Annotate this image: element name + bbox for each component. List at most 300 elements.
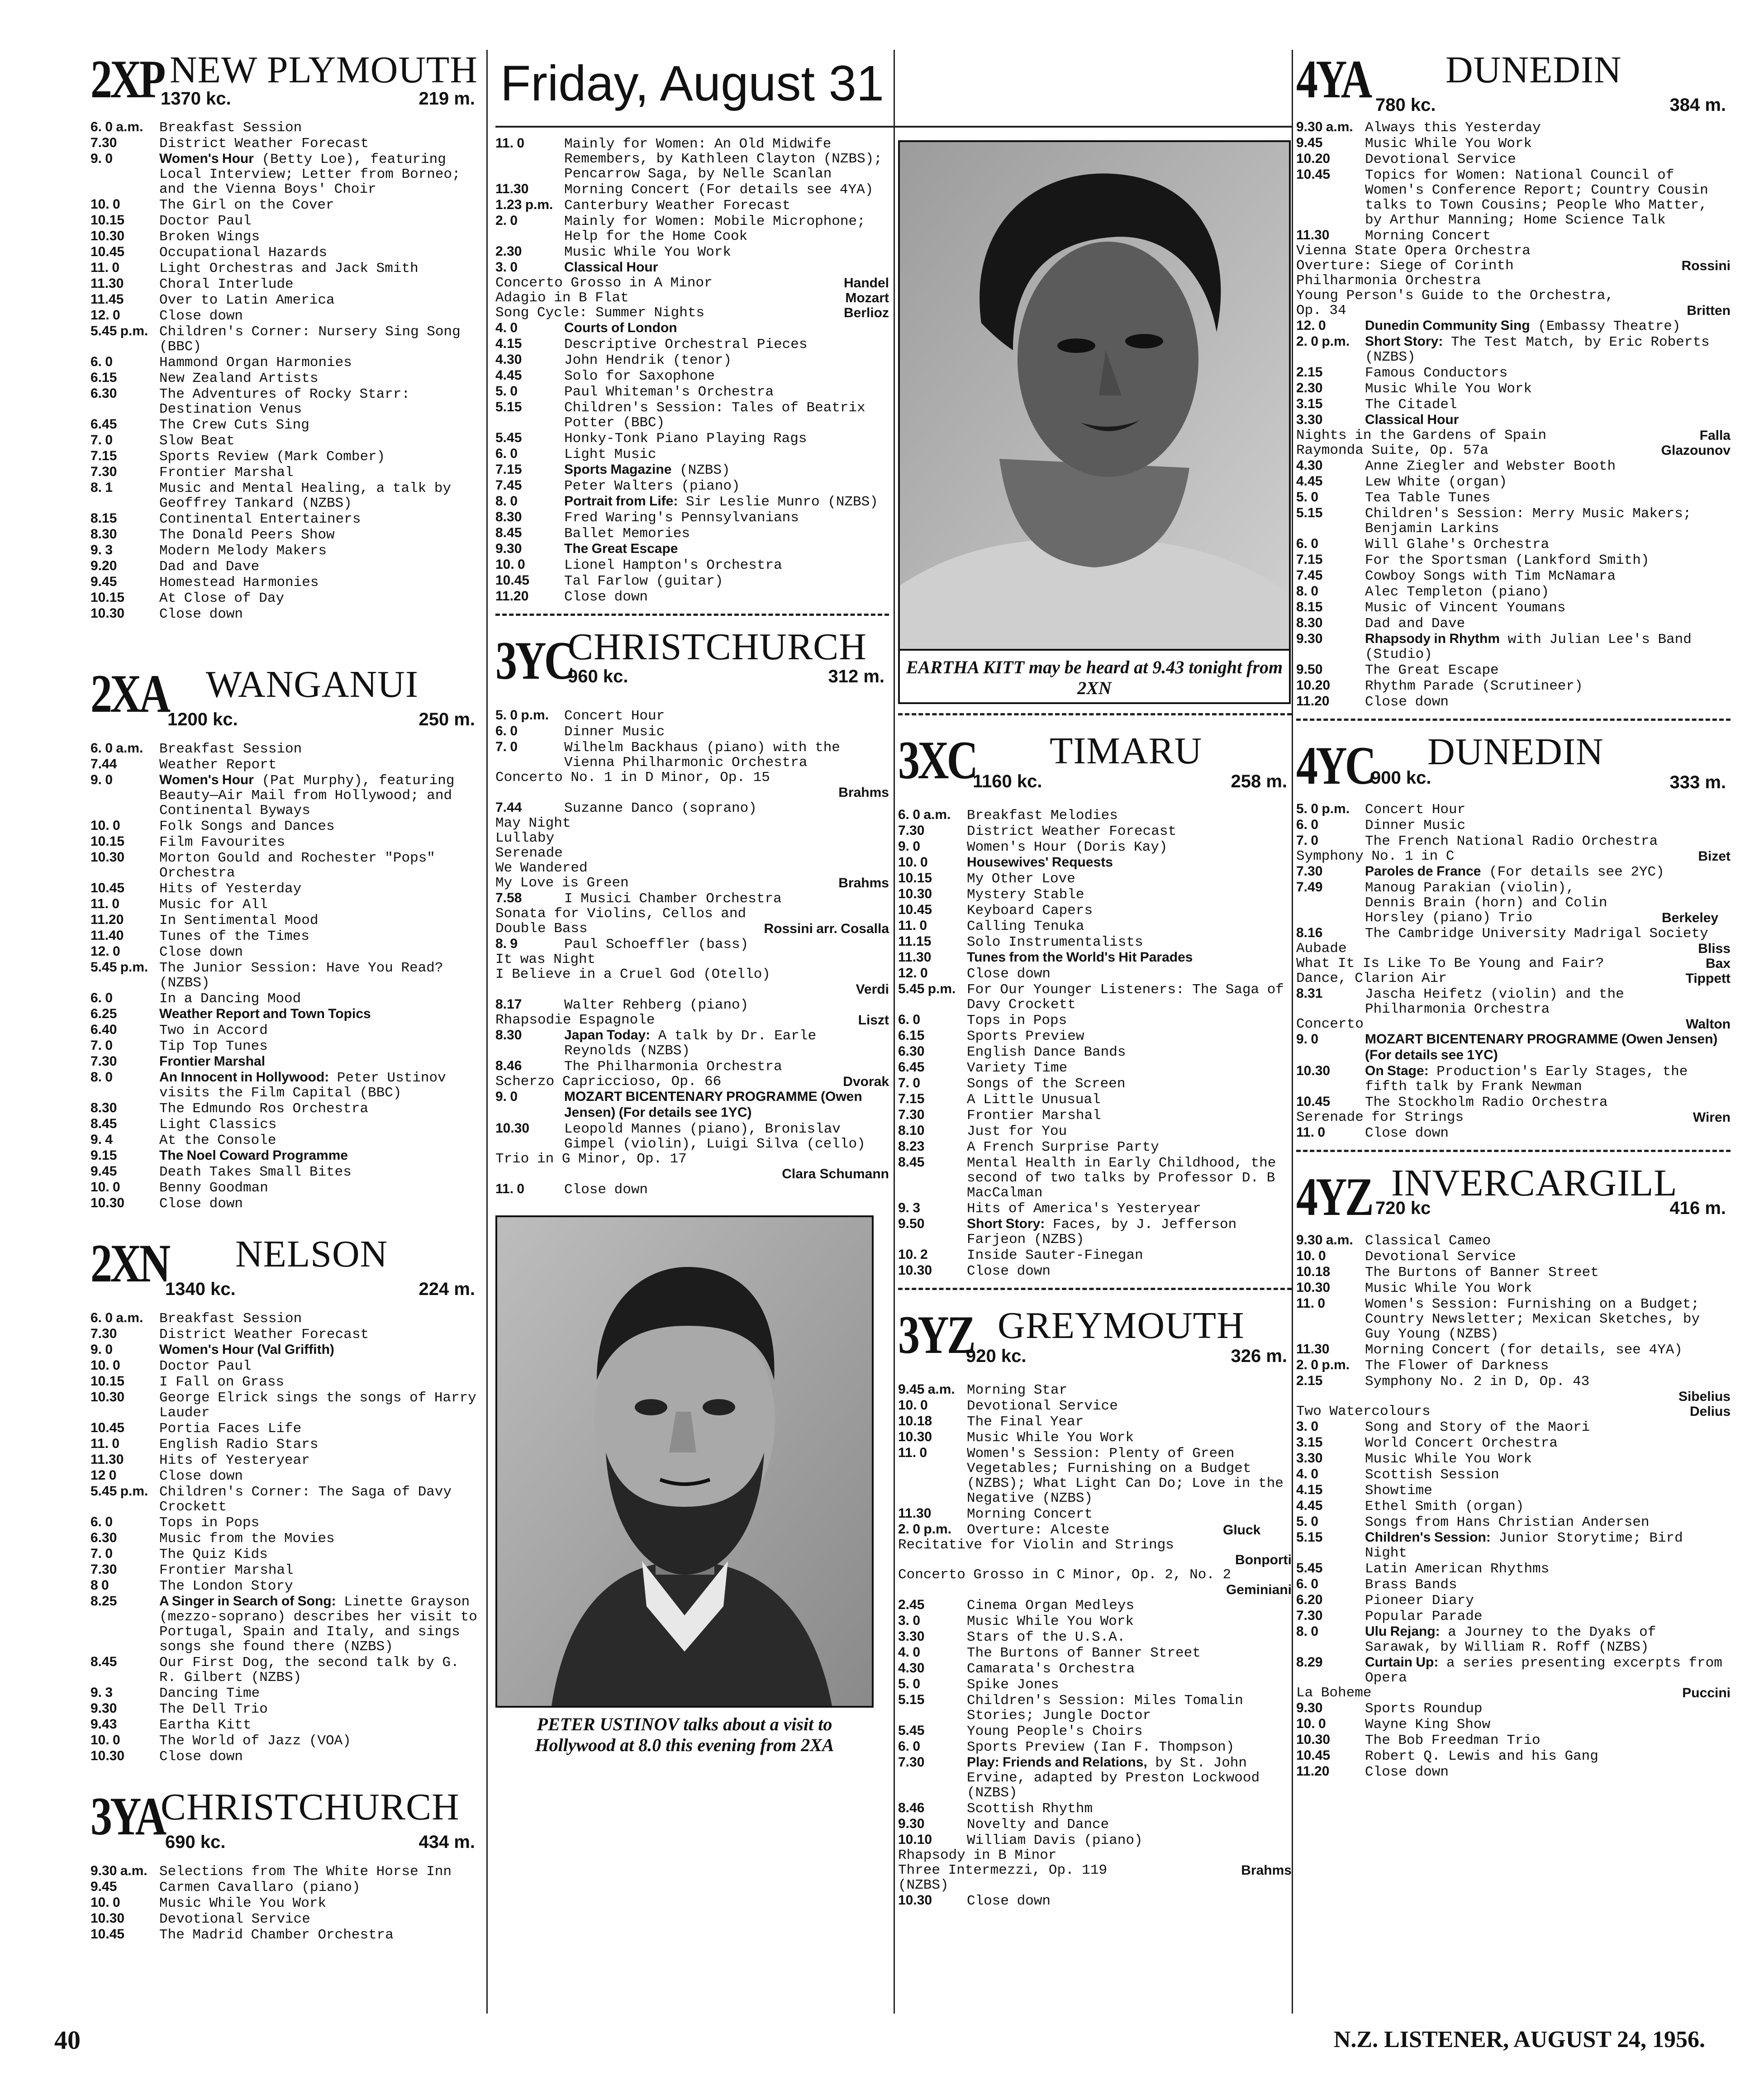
programme-item [1296,1530,1731,1561]
programme-item [90,1530,480,1546]
programme-title: For Our Younger Listeners: The Saga of Davy Crockett [967,982,1284,1013]
programme-time: 2.45 [898,1597,925,1612]
programme-time: 10.30 [90,1748,125,1763]
programme-item [1296,833,1731,849]
programme-time: 5.15 [898,1692,925,1707]
programme-time: 5. 0 p.m. [495,708,549,723]
programme-item [1296,1451,1731,1467]
programme-time: 10.30 [90,229,125,243]
programme-list [1296,801,1731,1141]
programme-time: 10. 0 [898,855,928,870]
programme-item [898,1155,1292,1200]
programme-time: 10. 0 [90,197,120,212]
programme-highlight: MOZART BICENTENARY PROGRAMME (Owen Jensen) (For details see 1YC) [1365,1032,1718,1062]
programme-time: 5. 0 [1296,490,1319,505]
programme-time: 5.45 p.m. [90,1484,148,1499]
programme-item [90,1164,480,1180]
station-call-sign: 4YC [1296,735,1374,795]
station-wavelength: 219 m. [418,89,475,109]
programme-time: 7. 0 [90,1038,113,1053]
programme-time: 8.30 [495,509,522,524]
programme-title: Devotional Service [159,1911,310,1927]
programme-item [495,846,889,861]
programme-item [90,244,480,260]
programme-item [1296,396,1731,412]
programme-title: Occupational Hazards [159,245,328,261]
programme-title: The Citadel [1365,397,1457,413]
programme-item [90,1927,480,1943]
programme-time: 3.30 [898,1629,925,1644]
station-city: NEW PLYMOUTH [170,49,478,91]
programme-item [898,1597,1292,1613]
programme-time: 3.15 [1296,396,1323,411]
programme-work: Concerto Grosso in C Minor, Op. 2, No. 2 [898,1567,1231,1583]
programme-work: Vienna State Opera Orchestra [1296,243,1531,259]
programme-item [90,834,480,850]
programme-item [90,1342,480,1358]
programme-item [90,1546,480,1562]
programme-item [1296,428,1731,443]
programme-item [1296,1125,1731,1141]
programme-title: Mystery Stable [967,887,1084,903]
programme-time: 7.44 [495,800,522,815]
composer-credit: Bonporti [1235,1552,1292,1567]
programme-title: District Weather Forecast [159,1327,369,1343]
programme-item [1296,600,1731,615]
programme-title: The Burtons of Banner Street [1365,1265,1599,1281]
programme-work: Nights in the Gardens of Spain [1296,428,1547,443]
programme-title: Sports Preview (Ian F. Thompson) [967,1739,1235,1755]
programme-item [1296,662,1731,678]
composer-name: Brahms [838,876,889,890]
programme-title: I Musici Chamber Orchestra [564,891,782,907]
programme-item [90,1748,480,1764]
programme-title: The Final Year [967,1414,1084,1430]
programme-time: 6.20 [1296,1592,1323,1607]
programme-time: 10.45 [90,1420,125,1435]
station-frequency: 1340 kc. [165,1279,236,1299]
programme-item [898,1613,1292,1629]
programme-title: John Hendrik (tenor) [564,352,732,368]
programme-item [495,478,889,494]
kitt-caption: EARTHA KITT may be heard at 9.43 tonight from 2XN [900,649,1289,702]
section-divider [495,614,889,616]
programme-time: 6. 0 [495,446,518,461]
programme-item [90,757,480,772]
programme-title: Two in Accord [159,1023,268,1038]
programme-work: Scherzo Capriccioso, Op. 66 [495,1074,722,1090]
station-city: NELSON [235,1233,388,1275]
programme-title: Mental Health in Early Childhood, the second of two talks by Professor D. B MacCalman [967,1155,1276,1201]
composer-name: Rossini arr. Cosalla [764,921,889,936]
programme-work: Two Watercolours [1296,1404,1431,1419]
programme-title: Light Orchestras and Jack Smith [159,261,418,276]
programme-title: George Elrick sings the songs of Harry Lauder [159,1390,476,1421]
programme-time: 11. 0 [90,896,120,911]
programme-title: English Radio Stars [159,1437,319,1452]
programme-title: Close down [564,1182,648,1198]
programme-title: The Girl on the Cover [159,197,334,213]
station-city: CHRISTCHURCH [568,626,867,668]
programme-time: 7.30 [90,1054,117,1069]
programme-list [90,1863,480,1943]
programme-time: 5.45 [1296,1561,1323,1576]
station-header [90,1229,480,1309]
programme-item [495,861,889,876]
composer-name: Brahms [1241,1863,1292,1878]
programme-item [1296,412,1731,428]
programme-highlight: Short Story: [967,1216,1045,1231]
programme-item [1296,1419,1731,1435]
programme-item [495,181,889,197]
programme-item [90,1562,480,1578]
programme-highlight: Japan Today: [564,1028,651,1043]
programme-item [898,1816,1292,1832]
programme-title: Close down [967,1893,1051,1909]
programme-title: The Crew Cuts Sing [159,417,309,433]
programme-item [1296,1110,1731,1125]
programme-item [1296,1608,1731,1624]
programme-highlight: Curtain Up: [1365,1655,1439,1670]
programme-time: 8.15 [1296,600,1323,614]
programme-title: Camarata's Orchestra [967,1661,1135,1677]
programme-time: 6.15 [898,1028,925,1043]
programme-item [898,1676,1292,1692]
programme-list [90,741,480,1211]
kitt-portrait-image [900,142,1289,649]
programme-title: Always this Yesterday [1365,120,1541,136]
composer-name: Falla [1699,428,1731,443]
programme-highlight: A Singer in Search of Song: [159,1594,336,1609]
composer-credit: Brahms [838,785,889,800]
programme-item [90,417,480,433]
programme-time: 10.30 [495,1121,530,1136]
programme-time: 10.45 [1296,1748,1331,1763]
programme-time: 9.20 [90,558,117,573]
programme-item [898,1382,1292,1398]
programme-item [90,1070,480,1100]
programme-time: 9. 0 [90,772,113,787]
programme-time: 10. 0 [90,1358,120,1373]
programme-time: 6. 0 [1296,817,1319,832]
programme-title: Breakfast Session [159,741,302,757]
programme-time: 10.30 [898,1429,932,1444]
programme-title: The Dell Trio [159,1701,268,1717]
programme-time: 2.15 [1296,1373,1323,1388]
programme-item [495,906,889,936]
programme-work: Recitative for Violin and Strings [898,1537,1174,1553]
programme-item [495,368,889,384]
programme-title: Lew White (organ) [1365,474,1507,490]
programme-time: 6.40 [90,1022,117,1037]
programme-title: Close down [159,1749,243,1765]
programme-title: The French National Radio Orchestra [1365,833,1658,849]
programme-highlight: On Stage: [1365,1063,1429,1078]
composer-name: Dvorak [843,1074,889,1089]
programme-item [90,850,480,881]
programme-time: 11.30 [898,950,932,965]
programme-item [90,324,480,354]
programme-item [90,1484,480,1514]
programme-time: 11. 0 [898,918,927,933]
programme-time: 9. 3 [898,1200,921,1215]
programme-time: 5.15 [1296,1530,1323,1545]
programme-time: 11.20 [495,589,529,604]
station-4yz [1296,1163,1731,1780]
programme-item [90,1654,480,1685]
column-2 [495,136,889,1755]
programme-item [90,1514,480,1530]
programme-item [1296,1357,1731,1373]
programme-time: 11.30 [495,181,529,196]
programme-time: 8.46 [898,1800,925,1815]
programme-item [1296,849,1731,864]
programme-title: Hits of Yesteryear [159,1452,310,1468]
station-city: GREYMOUTH [998,1305,1245,1347]
programme-item [495,997,889,1013]
programme-title: The Madrid Chamber Orchestra [159,1927,394,1943]
programme-item [1296,1296,1731,1342]
programme-time: 10. 0 [1296,1716,1326,1731]
programme-time: 9.15 [90,1148,117,1163]
programme-highlight: Ulu Rejang: [1365,1624,1440,1639]
programme-item [90,772,480,818]
programme-time: 8.30 [90,527,117,542]
programme-item [1296,1764,1731,1780]
composer-name: Glazounov [1661,443,1731,458]
programme-highlight: Classical Hour [1365,412,1459,427]
programme-title: In Sentimental Mood [159,913,319,928]
programme-title: Tops in Pops [967,1013,1067,1028]
programme-title: World Concert Orchestra [1365,1435,1558,1451]
programme-title: A Little Unusual [967,1092,1101,1108]
programme-item [90,606,480,622]
programme-item [90,151,480,197]
programme-item [1296,694,1731,709]
programme-time: 12. 0 [898,966,928,981]
programme-time: 6. 0 [90,990,113,1005]
programme-time: 6.45 [898,1060,925,1075]
programme-item [495,557,889,573]
programme-item [1296,536,1731,552]
programme-item [495,260,889,276]
programme-title: Devotional Service [1365,1249,1516,1265]
programme-item [898,1263,1292,1279]
programme-time: 10.45 [90,1927,125,1942]
programme-title: Brass Bands [1365,1577,1457,1593]
programme-time: 6. 0 [1296,1576,1319,1591]
programme-time: 9. 0 [90,151,113,166]
programme-time: 5.15 [495,400,522,414]
programme-item [90,1116,480,1132]
programme-time: 9.50 [898,1216,925,1231]
programme-item [1296,151,1731,167]
programme-item [495,244,889,260]
programme-time: 6. 0 a.m. [90,1310,143,1325]
programme-time: 7.30 [90,1326,117,1341]
programme-time: 3. 0 [495,260,518,275]
programme-time: 10.15 [90,834,125,849]
programme-title: Homestead Harmonies [159,575,319,590]
programme-title: Light Music [564,447,656,462]
programme-work: Aubade [1296,941,1347,957]
programme-item [90,741,480,757]
programme-work: I Believe in a Cruel God (Otello) [495,967,770,982]
programme-time: 10.18 [1296,1264,1331,1279]
programme-work: May Night [495,815,571,831]
programme-time: 7.30 [90,1562,117,1577]
programme-item [898,1832,1292,1848]
programme-work: Young Person's Guide to the Orchestra, Op. 34 [1296,288,1614,319]
programme-item [1296,1404,1731,1419]
programme-item [1296,1233,1731,1248]
programme-item [898,1091,1292,1107]
station-3yz [898,1301,1292,1909]
programme-title: Ethel Smith (organ) [1365,1499,1524,1514]
programme-time: 9.30 [495,541,522,556]
programme-time: 6. 0 [1296,536,1319,551]
programme-item [1296,1686,1731,1700]
programme-work: My Love is Green [495,875,629,891]
programme-item [495,800,889,816]
programme-title: Tip Top Tunes [159,1038,268,1054]
programme-item [90,960,480,990]
programme-item [1296,474,1731,490]
programme-time: 2. 0 [495,213,518,228]
programme-time: 11. 0 [898,1445,927,1460]
programme-work: La Boheme [1296,1685,1372,1701]
programme-work: We Wandered [495,860,588,876]
station-wavelength: 384 m. [1669,95,1726,115]
programme-work: Sonata for Violins, Cellos and Double Bass [495,906,746,937]
programme-item [90,292,480,308]
composer-credit: Sibelius [1678,1389,1731,1404]
programme-work: Concerto Grosso in A Minor [495,275,713,291]
programme-time: 9.30 [1296,1700,1323,1715]
programme-time: 7.45 [495,478,522,493]
programme-title: Close down [159,1196,243,1212]
programme-item [90,1310,480,1326]
programme-time: 5. 0 [898,1676,921,1691]
programme-time: 9.30 [90,1701,117,1716]
programme-item [898,1538,1292,1552]
programme-item [90,1180,480,1195]
programme-list [90,1310,480,1764]
programme-time: 10.45 [1296,167,1331,182]
programme-time: 8. 0 [1296,1624,1319,1639]
composer-name: Mozart [845,290,889,305]
programme-item [90,881,480,896]
programme-item [1296,135,1731,151]
programme-title: Sports Review (Mark Comber) [159,449,385,465]
programme-title: Dad and Dave [1365,616,1465,632]
programme-time: 2. 0 p.m. [898,1522,952,1537]
station-header [898,726,1292,805]
programme-title: A French Surprise Party [967,1139,1159,1155]
programme-title: Film Favourites [159,834,285,850]
programme-title: Leopold Mannes (piano), Bronislav Gimpel (violin), Luigi Silva (cello) [564,1121,865,1152]
programme-item [495,1013,889,1028]
programme-time: 4.30 [495,352,522,367]
programme-time: 11.30 [1296,228,1330,243]
programme-title: Pioneer Diary [1365,1593,1474,1609]
programme-work: What It Is Like To Be Young and Fair? [1296,956,1604,971]
programme-title: Music While You Work [967,1430,1134,1446]
programme-title: Hits of Yesterday [159,881,302,897]
programme-title: Peter Walters (piano) [564,478,740,494]
programme-item [898,1076,1292,1091]
page-number: 40 [54,2025,81,2055]
programme-time: 9. 0 [495,1089,518,1104]
station-header [90,660,480,739]
programme-item [90,511,480,527]
programme-title: Choral Interlude [159,276,294,292]
programme-title: (Embassy Theatre) [1538,319,1681,334]
programme-item [898,1107,1292,1123]
programme-time: 7.15 [495,462,522,477]
programme-highlight: Women's Hour (Val Griffith) [159,1342,334,1357]
programme-time: 10.45 [898,902,932,917]
programme-highlight: Women's Hour [159,151,254,166]
programme-time: 6.30 [90,386,117,401]
programme-item [1296,817,1731,833]
programme-item [898,1645,1292,1661]
programme-title: Topics for Women: National Council of Women's Conference Report; Country Cousin talks to Town Cousins; People Who Matter, by Arthur Manning; Home Science Talk [1365,167,1708,228]
programme-time: 4.45 [1296,474,1323,489]
programme-title: Latin American Rhythms [1365,1561,1550,1577]
programme-title: Close down [967,966,1051,982]
programme-item [495,136,889,181]
station-city: INVERCARGILL [1391,1162,1678,1204]
programme-list [1296,119,1731,709]
station-city: TIMARU [1050,730,1203,772]
programme-time: 8.45 [495,525,522,540]
programme-work: Trio in G Minor, Op. 17 [495,1151,687,1167]
programme-item [1296,678,1731,694]
programme-title: Death Takes Small Bites [159,1164,352,1180]
programme-item [898,1123,1292,1139]
programme-item [1296,1467,1731,1482]
programme-work: Rhapsodie Espagnole [495,1012,655,1028]
programme-item [898,823,1292,839]
programme-time: 9.43 [90,1717,117,1732]
programme-title: Morning Star [967,1382,1068,1398]
programme-item [90,1420,480,1436]
programme-item [495,276,889,290]
programme-highlight: Children's Session: [1365,1530,1491,1545]
programme-title: Our First Dog, the second talk by G. R. Gilbert (NZBS) [159,1655,459,1686]
programme-time: 10.30 [1296,1063,1331,1078]
programme-item [495,1058,889,1074]
composer-credit: Geminiani [1226,1582,1292,1597]
programme-item [1296,505,1731,536]
programme-title: Children's Session: Merry Music Makers; Benjamin Larkins [1365,506,1692,537]
programme-title: Production's Early Stages, the fifth talk by Frank Newman [1365,1064,1688,1095]
programme-highlight: Tunes from the World's Hit Parades [967,950,1193,965]
programme-item [90,1578,480,1594]
composer-name: Puccini [1682,1686,1731,1700]
programme-item [898,1247,1292,1263]
programme-item [495,494,889,509]
programme-title: Close down [1365,1125,1449,1141]
programme-item [898,1139,1292,1155]
programme-time: 10.30 [90,1195,125,1210]
programme-time: 8.31 [1296,986,1323,1001]
programme-item [90,1685,480,1701]
programme-time: 11. 0 [1296,1296,1326,1311]
programme-title: Mainly for Women: Mobile Microphone; Help for the Home Cook [564,214,865,244]
station-frequency: 900 kc. [1371,768,1431,788]
